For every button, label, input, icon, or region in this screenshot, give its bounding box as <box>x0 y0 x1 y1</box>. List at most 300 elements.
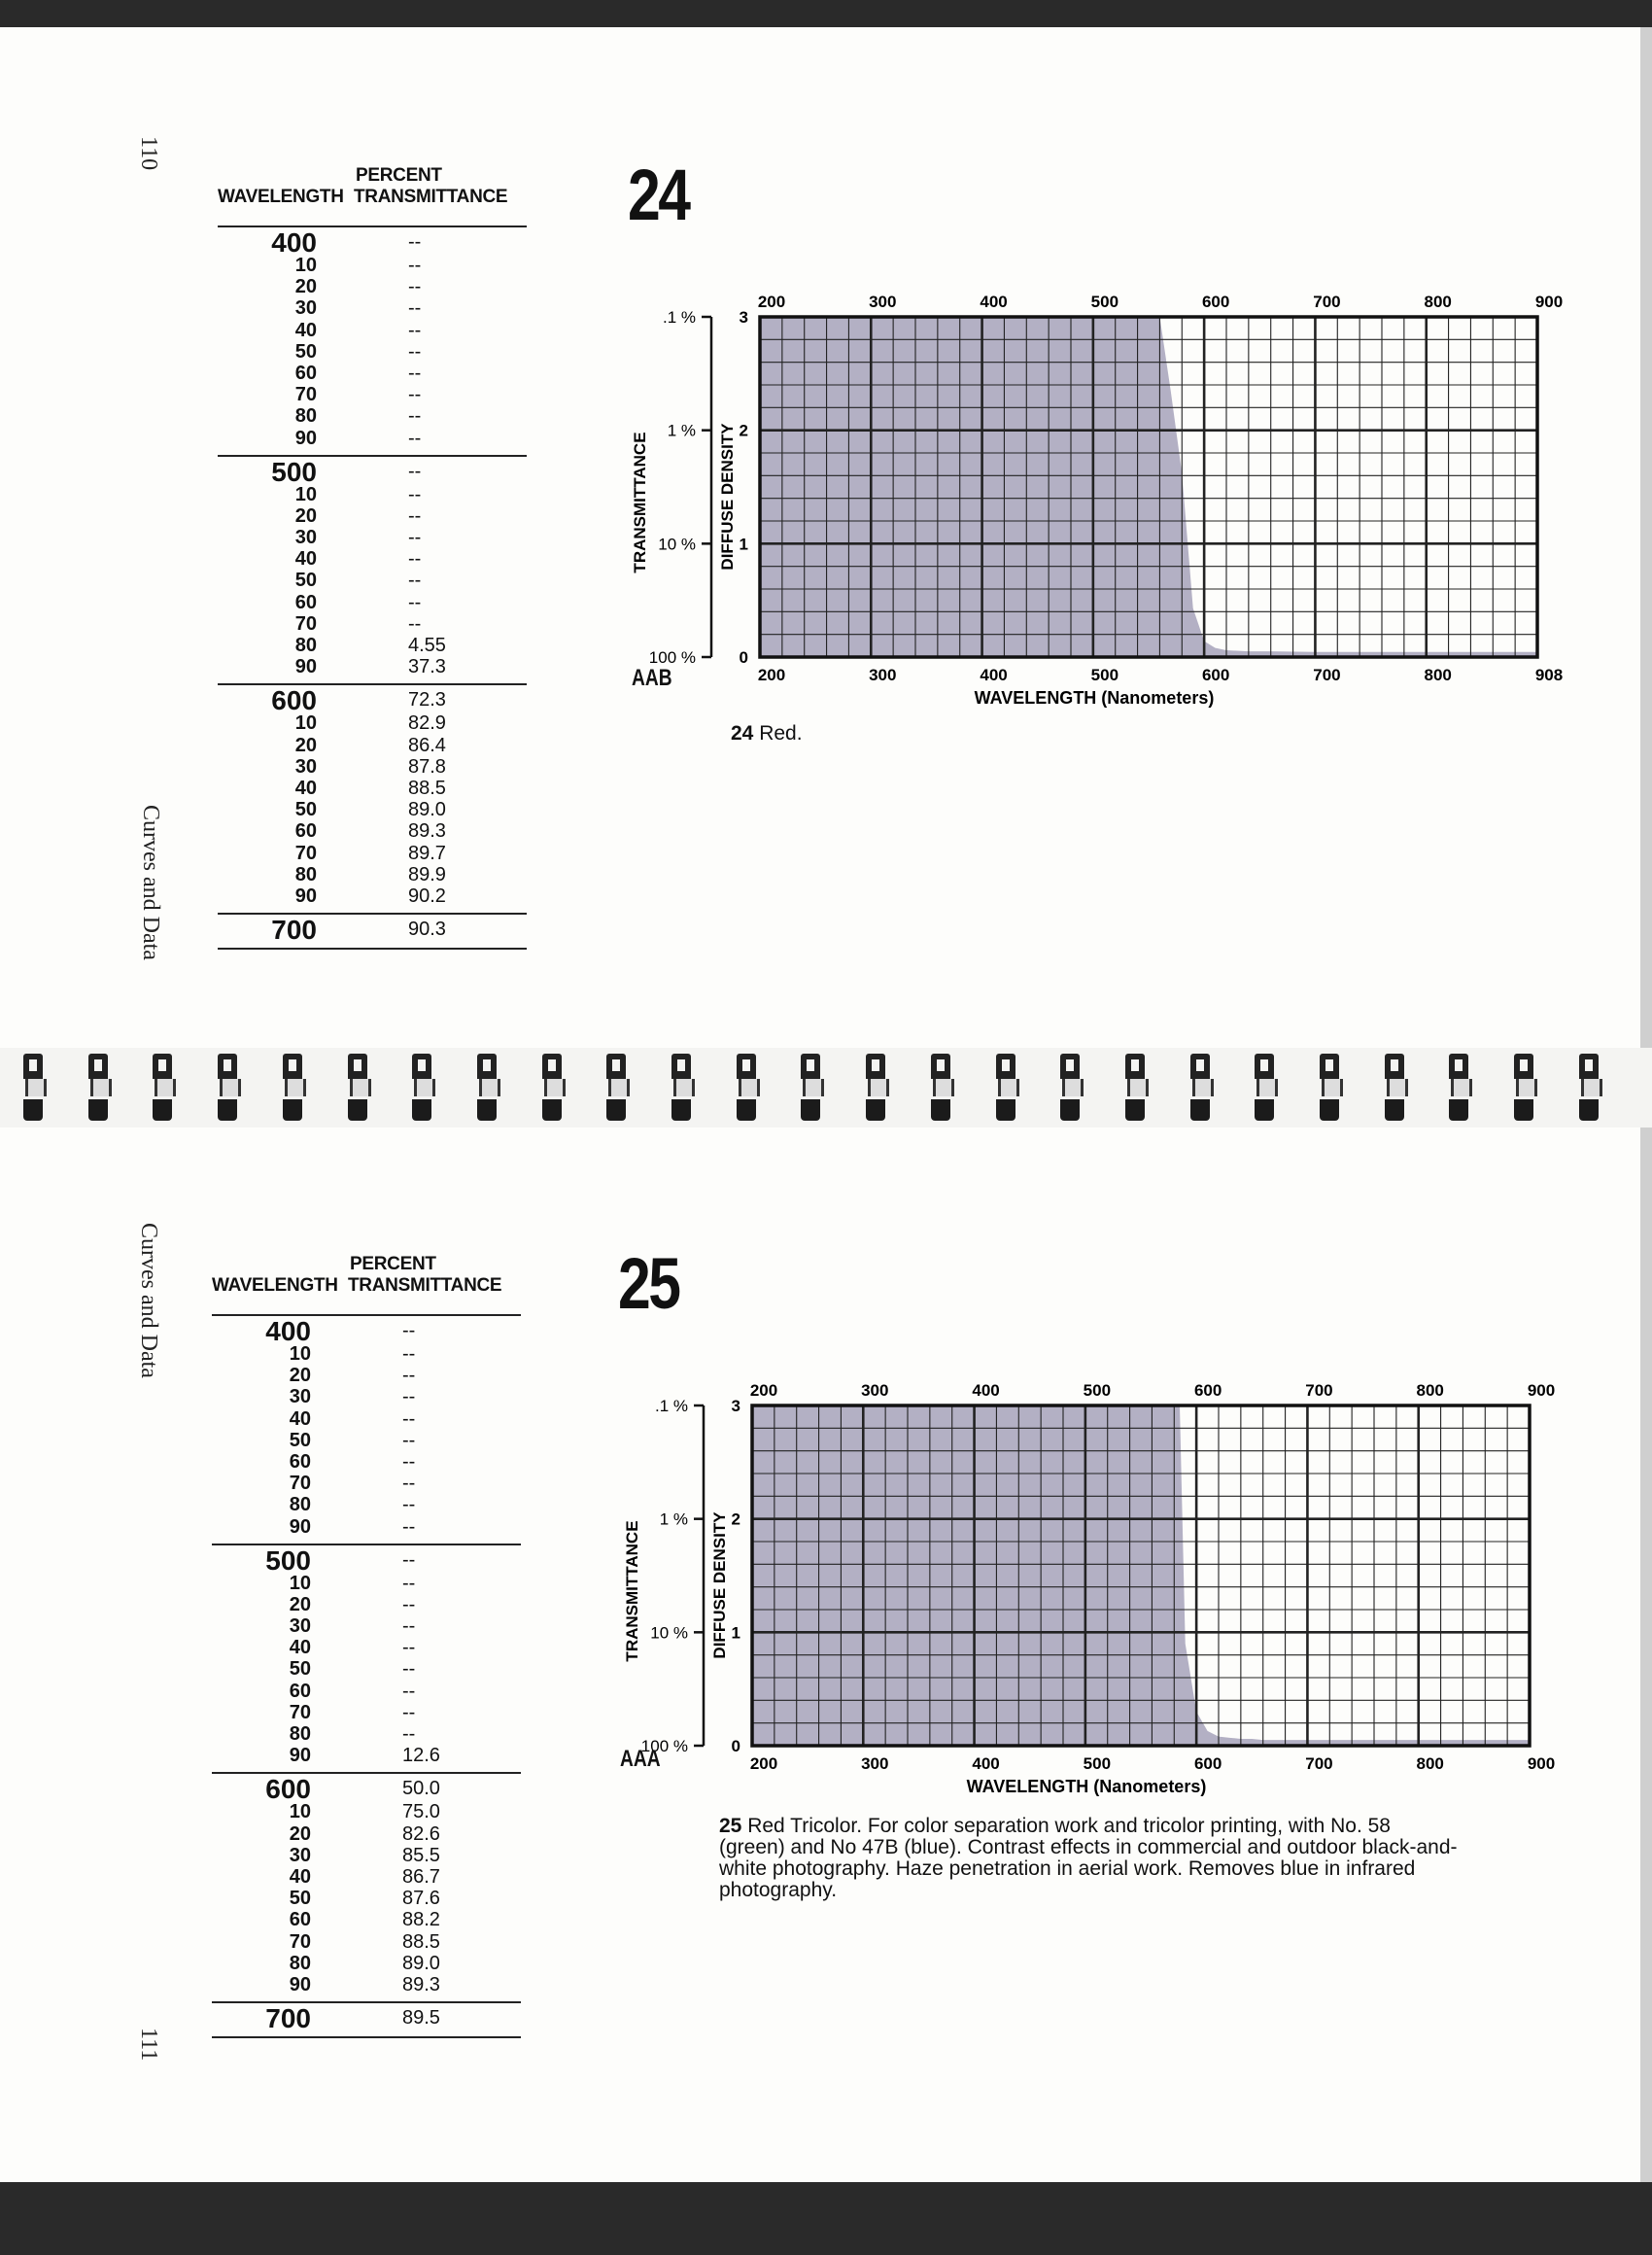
table-row <box>218 685 527 716</box>
table-row <box>218 363 527 384</box>
binding-ring <box>1447 1054 1470 1122</box>
table-row <box>218 456 527 487</box>
transmittance-cell: -- <box>402 1365 416 1387</box>
wavelength-cell: 40 <box>294 777 317 799</box>
table-block <box>218 685 527 913</box>
table-row <box>212 1702 521 1723</box>
wavelength-cell: 80 <box>294 405 317 428</box>
wavelength-cell: 70 <box>289 1473 311 1495</box>
transmittance-cell: 87.8 <box>408 755 446 778</box>
transmittance-tick: 100 % <box>640 1737 688 1755</box>
filter-code: AAA <box>620 1746 661 1772</box>
table-row <box>218 341 527 363</box>
density-tick: 2 <box>739 421 748 440</box>
table-block <box>218 227 527 455</box>
binding-ring <box>346 1054 369 1122</box>
table-row <box>218 635 527 656</box>
wavelength-cell: 80 <box>289 1952 311 1974</box>
wavelength-cell: 20 <box>289 1365 311 1387</box>
binding-ring <box>21 1054 45 1122</box>
x-tick-bottom: 908 <box>1534 666 1564 684</box>
x-tick-bottom: 700 <box>1313 666 1341 684</box>
x-tick-top: 200 <box>757 293 786 311</box>
binding-ring <box>1318 1054 1341 1122</box>
table-row <box>212 1723 521 1745</box>
binding-ring <box>151 1054 174 1122</box>
wavelength-cell: 500 <box>265 1544 311 1576</box>
x-tick-bottom: 300 <box>861 1754 889 1773</box>
transmittance-cell: -- <box>408 297 422 320</box>
transmittance-cell: -- <box>402 1658 416 1681</box>
density-tick: 1 <box>739 535 748 554</box>
transmittance-cell: 37.3 <box>408 656 446 678</box>
table-row <box>218 255 527 276</box>
x-tick-bottom: 400 <box>980 666 1008 684</box>
wavelength-cell: 90 <box>294 656 317 678</box>
wavelength-cell: 90 <box>289 1973 311 1995</box>
wavelength-cell: 50 <box>289 1429 311 1451</box>
wavelength-cell: 20 <box>289 1593 311 1615</box>
wavelength-cell: 70 <box>294 384 317 406</box>
transmittance-table <box>212 1252 521 2038</box>
table-row <box>218 384 527 405</box>
header-transmittance: TRANSMITTANCE <box>354 187 508 207</box>
table-row <box>218 864 527 885</box>
wavelength-cell: 90 <box>289 1745 311 1767</box>
table-row <box>212 1494 521 1515</box>
transmittance-cell: 89.0 <box>408 799 446 821</box>
transmittance-cell: 82.6 <box>402 1822 440 1845</box>
wavelength-cell: 40 <box>289 1407 311 1430</box>
table-row <box>218 527 527 548</box>
x-tick-bottom: 600 <box>1201 666 1230 684</box>
transmittance-cell: 12.6 <box>402 1745 440 1767</box>
binding-ring <box>1253 1054 1276 1122</box>
transmittance-cell: 82.9 <box>408 712 446 735</box>
transmittance-cell: -- <box>402 1407 416 1430</box>
transmittance-axis-label: TRANSMITTANCE <box>631 432 649 573</box>
transmittance-table <box>218 163 527 950</box>
transmittance-cell: -- <box>408 504 422 527</box>
x-tick-bottom: 800 <box>1416 1754 1444 1773</box>
transmittance-cell: 88.5 <box>402 1930 440 1953</box>
table-block <box>212 1545 521 1773</box>
wavelength-cell: 700 <box>265 2003 311 2034</box>
x-tick-bottom: 500 <box>1083 1754 1112 1773</box>
table-row <box>218 843 527 864</box>
table-row <box>218 484 527 505</box>
density-axis-label: DIFFUSE DENSITY <box>718 423 737 571</box>
wavelength-cell: 20 <box>294 276 317 298</box>
wavelength-cell: 60 <box>294 820 317 843</box>
table-row <box>218 885 527 907</box>
transmittance-cell: -- <box>408 548 422 571</box>
x-tick-top: 600 <box>1193 1381 1222 1400</box>
transmittance-cell: 89.9 <box>408 863 446 885</box>
transmittance-cell: 89.3 <box>408 820 446 843</box>
table-row <box>212 1615 521 1637</box>
transmittance-cell: -- <box>402 1494 416 1516</box>
transmittance-tick: 100 % <box>648 648 696 667</box>
transmittance-cell: -- <box>402 1637 416 1659</box>
table-block <box>218 457 527 684</box>
table-row <box>212 1544 521 1576</box>
wavelength-cell: 30 <box>294 755 317 778</box>
table-row <box>212 1343 521 1365</box>
table-row <box>218 276 527 297</box>
table-row <box>218 613 527 635</box>
table-block <box>212 1316 521 1544</box>
table-row <box>218 297 527 319</box>
page-111 <box>0 1128 1640 2182</box>
x-tick-top: 700 <box>1305 1381 1333 1400</box>
page-edge <box>1640 1128 1652 2182</box>
header-percent: PERCENT <box>350 1254 436 1274</box>
binding-ring <box>540 1054 564 1122</box>
running-head: Curves and Data <box>136 1223 161 1378</box>
table-row <box>218 405 527 427</box>
header-transmittance: TRANSMITTANCE <box>348 1275 502 1296</box>
binding-ring <box>1123 1054 1147 1122</box>
transmittance-cell: 88.2 <box>402 1909 440 1931</box>
wavelength-cell: 600 <box>265 1774 311 1805</box>
density-axis-label: DIFFUSE DENSITY <box>710 1511 729 1659</box>
table-row <box>218 778 527 799</box>
wavelength-cell: 30 <box>289 1844 311 1866</box>
x-tick-top: 500 <box>1083 1381 1112 1400</box>
wavelength-cell: 30 <box>289 1386 311 1408</box>
wavelength-cell: 80 <box>294 863 317 885</box>
wavelength-cell: 90 <box>294 427 317 449</box>
transmittance-cell: 86.4 <box>408 734 446 756</box>
transmittance-cell: -- <box>402 1572 416 1594</box>
table-row <box>212 1316 521 1346</box>
transmittance-cell: -- <box>408 231 422 253</box>
x-tick-bottom: 400 <box>972 1754 1000 1773</box>
transmittance-cell: -- <box>408 384 422 406</box>
running-head: Curves and Data <box>138 805 163 960</box>
filter-number: 24 <box>628 155 689 235</box>
transmittance-cell: -- <box>402 1386 416 1408</box>
binding-ring <box>1188 1054 1212 1122</box>
binding-ring <box>410 1054 433 1122</box>
page-number: 111 <box>136 2028 161 2062</box>
binding-ring <box>670 1054 693 1122</box>
table-row <box>212 1681 521 1702</box>
wavelength-cell: 40 <box>289 1865 311 1888</box>
table-row <box>212 1451 521 1473</box>
binding-ring <box>1577 1054 1600 1122</box>
table-row <box>212 1801 521 1822</box>
wavelength-cell: 60 <box>289 1680 311 1702</box>
table-row <box>212 1909 521 1930</box>
density-tick: 3 <box>731 1397 740 1415</box>
transmittance-cell: -- <box>408 340 422 363</box>
wavelength-cell: 600 <box>271 685 317 716</box>
table-row <box>218 570 527 591</box>
transmittance-cell: -- <box>408 483 422 505</box>
transmittance-cell: 89.7 <box>408 842 446 864</box>
header-wavelength: WAVELENGTH <box>212 1275 338 1296</box>
transmittance-cell: 72.3 <box>408 689 446 711</box>
table-row <box>212 1430 521 1451</box>
transmittance-cell: -- <box>402 1450 416 1473</box>
binding-ring <box>604 1054 628 1122</box>
wavelength-cell: 10 <box>289 1801 311 1823</box>
filter-caption <box>731 723 1469 745</box>
transmittance-cell: -- <box>402 1615 416 1638</box>
table-row <box>212 1774 521 1805</box>
wavelength-cell: 10 <box>289 1343 311 1365</box>
x-axis-label: WAVELENGTH (Nanometers) <box>966 1777 1207 1796</box>
x-tick-top: 400 <box>972 1381 1000 1400</box>
binding-ring <box>86 1054 110 1122</box>
header-wavelength: WAVELENGTH <box>218 187 344 207</box>
x-axis-label: WAVELENGTH (Nanometers) <box>974 688 1215 708</box>
table-row <box>218 820 527 842</box>
transmittance-cell: -- <box>408 591 422 613</box>
caption-text: Red. <box>753 722 803 745</box>
wavelength-cell: 90 <box>289 1515 311 1538</box>
transmittance-cell: -- <box>402 1701 416 1723</box>
table-row <box>212 1386 521 1407</box>
transmittance-cell: -- <box>408 527 422 549</box>
density-tick: 0 <box>739 648 748 667</box>
table-row <box>218 756 527 778</box>
wavelength-cell: 400 <box>265 1316 311 1346</box>
wavelength-cell: 70 <box>289 1930 311 1953</box>
wavelength-cell: 80 <box>289 1723 311 1745</box>
page-edge <box>1640 27 1652 1048</box>
wavelength-cell: 70 <box>289 1701 311 1723</box>
x-tick-top: 800 <box>1416 1381 1444 1400</box>
x-tick-top: 900 <box>1527 1381 1556 1400</box>
table-row <box>218 735 527 756</box>
binding-ring <box>864 1054 887 1122</box>
table-row <box>212 1953 521 1974</box>
transmittance-cell: -- <box>402 1680 416 1702</box>
x-tick-top: 300 <box>861 1381 889 1400</box>
wavelength-cell: 40 <box>294 319 317 341</box>
x-tick-bottom: 500 <box>1090 666 1119 684</box>
table-row <box>212 1516 521 1538</box>
wavelength-cell: 40 <box>294 548 317 571</box>
x-tick-top: 200 <box>749 1381 778 1400</box>
transmittance-cell: -- <box>408 276 422 298</box>
filter-number: 25 <box>618 1243 679 1324</box>
page-110 <box>0 27 1640 1048</box>
x-tick-top: 400 <box>980 293 1008 311</box>
binding-ring <box>216 1054 239 1122</box>
transmittance-tick: .1 % <box>654 1397 688 1415</box>
filter-code: AAB <box>632 665 672 691</box>
binding-ring <box>281 1054 304 1122</box>
table-row <box>212 1823 521 1845</box>
transmittance-cell: -- <box>402 1343 416 1365</box>
transmittance-cell: -- <box>408 319 422 341</box>
x-tick-top: 700 <box>1313 293 1341 311</box>
transmittance-cell: 89.0 <box>402 1952 440 1974</box>
wavelength-cell: 10 <box>294 255 317 276</box>
wavelength-cell: 80 <box>289 1494 311 1516</box>
wavelength-cell: 400 <box>271 227 317 258</box>
binding-ring <box>1512 1054 1535 1122</box>
transmittance-cell: 4.55 <box>408 635 446 656</box>
transmittance-cell: -- <box>402 1723 416 1745</box>
table-row <box>212 1637 521 1658</box>
transmittance-cell: 90.3 <box>408 919 446 941</box>
x-tick-bottom: 800 <box>1424 666 1452 684</box>
wavelength-cell: 20 <box>294 734 317 756</box>
x-tick-bottom: 700 <box>1305 1754 1333 1773</box>
wavelength-cell: 10 <box>294 483 317 505</box>
transmittance-cell: 87.6 <box>402 1888 440 1910</box>
transmittance-tick: 1 % <box>659 1509 688 1529</box>
table-row <box>212 1473 521 1494</box>
table-block <box>218 915 527 948</box>
spectral-chart <box>614 1341 1556 1796</box>
spiral-binding <box>0 1048 1652 1128</box>
table-row <box>212 1888 521 1909</box>
table-row <box>212 1745 521 1766</box>
transmittance-cell: -- <box>408 460 422 482</box>
wavelength-cell: 700 <box>271 915 317 946</box>
density-tick: 1 <box>731 1623 740 1643</box>
binding-ring <box>994 1054 1017 1122</box>
wavelength-cell: 20 <box>289 1822 311 1845</box>
x-tick-bottom: 300 <box>869 666 897 684</box>
wavelength-cell: 60 <box>294 362 317 384</box>
wavelength-cell: 50 <box>294 799 317 821</box>
x-tick-bottom: 900 <box>1527 1754 1556 1773</box>
table-row <box>218 548 527 570</box>
table-header <box>218 163 527 226</box>
table-row <box>218 915 527 946</box>
table-rule <box>212 2036 521 2038</box>
transmittance-tick: .1 % <box>662 308 696 327</box>
wavelength-cell: 40 <box>289 1637 311 1659</box>
table-row <box>212 1974 521 1995</box>
x-tick-top: 500 <box>1090 293 1119 311</box>
wavelength-cell: 50 <box>294 340 317 363</box>
wavelength-cell: 500 <box>271 456 317 487</box>
density-tick: 2 <box>731 1509 740 1529</box>
table-rule <box>218 948 527 950</box>
x-tick-bottom: 200 <box>757 666 786 684</box>
wavelength-cell: 20 <box>294 504 317 527</box>
wavelength-cell: 50 <box>289 1888 311 1910</box>
transmittance-cell: 90.2 <box>408 885 446 907</box>
transmittance-cell: -- <box>402 1473 416 1495</box>
transmittance-cell: -- <box>408 255 422 276</box>
transmittance-cell: 88.5 <box>408 777 446 799</box>
transmittance-cell: 50.0 <box>402 1778 440 1800</box>
table-row <box>212 1931 521 1953</box>
wavelength-cell: 30 <box>289 1615 311 1638</box>
density-tick: 0 <box>731 1737 740 1755</box>
binding-ring <box>799 1054 822 1122</box>
table-row <box>218 712 527 734</box>
table-row <box>212 1573 521 1594</box>
binding-ring <box>1383 1054 1406 1122</box>
table-row <box>218 505 527 527</box>
x-tick-top: 800 <box>1424 293 1452 311</box>
transmittance-cell: 86.7 <box>402 1865 440 1888</box>
transmittance-cell: -- <box>402 1593 416 1615</box>
absorption-area <box>760 317 1537 657</box>
table-row <box>212 2003 521 2034</box>
binding-ring <box>735 1054 758 1122</box>
wavelength-cell: 70 <box>294 612 317 635</box>
filter-caption <box>719 1816 1458 1901</box>
table-row <box>218 227 527 258</box>
wavelength-cell: 30 <box>294 297 317 320</box>
transmittance-cell: -- <box>408 612 422 635</box>
wavelength-cell: 60 <box>294 591 317 613</box>
transmittance-cell: -- <box>408 570 422 592</box>
transmittance-cell: -- <box>402 1320 416 1341</box>
binding-ring <box>475 1054 499 1122</box>
x-tick-top: 300 <box>869 293 897 311</box>
transmittance-cell: -- <box>402 1548 416 1571</box>
spectral-chart <box>622 253 1564 708</box>
transmittance-tick: 10 % <box>650 1623 688 1643</box>
x-tick-bottom: 600 <box>1193 1754 1222 1773</box>
wavelength-cell: 70 <box>294 842 317 864</box>
wavelength-cell: 30 <box>294 527 317 549</box>
wavelength-cell: 80 <box>294 635 317 656</box>
binding-ring <box>1058 1054 1082 1122</box>
table-row <box>218 592 527 613</box>
table-row <box>212 1365 521 1386</box>
transmittance-cell: -- <box>408 405 422 428</box>
caption-number: 24 <box>731 722 754 745</box>
caption-text: Red Tricolor. For color separation work and tricolor printing, with No. 58 (green) and No 47B (blue). Contrast effects in commercial and outdoor black-and-white photography. Haze penetration in aerial work. Removes blue in infrared photography. <box>719 1815 1458 1901</box>
page-number: 110 <box>136 136 161 171</box>
table-row <box>218 799 527 820</box>
table-row <box>218 656 527 677</box>
table-block <box>212 2003 521 2036</box>
table-header <box>212 1252 521 1314</box>
wavelength-cell: 90 <box>294 885 317 907</box>
transmittance-cell: 89.5 <box>402 2007 440 2030</box>
x-tick-bottom: 200 <box>749 1754 778 1773</box>
wavelength-cell: 60 <box>289 1450 311 1473</box>
header-percent: PERCENT <box>356 165 442 186</box>
absorption-area <box>752 1405 1530 1746</box>
transmittance-tick: 1 % <box>667 421 696 440</box>
transmittance-cell: -- <box>402 1429 416 1451</box>
table-block <box>212 1774 521 2001</box>
transmittance-cell: 75.0 <box>402 1801 440 1823</box>
binding-ring <box>929 1054 952 1122</box>
table-row <box>212 1408 521 1430</box>
density-tick: 3 <box>739 308 748 327</box>
table-row <box>212 1845 521 1866</box>
transmittance-cell: 89.3 <box>402 1973 440 1995</box>
table-row <box>212 1866 521 1888</box>
wavelength-cell: 60 <box>289 1909 311 1931</box>
transmittance-tick: 10 % <box>658 535 696 554</box>
table-row <box>212 1658 521 1680</box>
transmittance-cell: 85.5 <box>402 1844 440 1866</box>
x-tick-top: 900 <box>1534 293 1564 311</box>
table-row <box>218 320 527 341</box>
wavelength-cell: 50 <box>289 1658 311 1681</box>
table-row <box>212 1594 521 1615</box>
transmittance-cell: -- <box>402 1515 416 1538</box>
transmittance-axis-label: TRANSMITTANCE <box>623 1520 641 1662</box>
